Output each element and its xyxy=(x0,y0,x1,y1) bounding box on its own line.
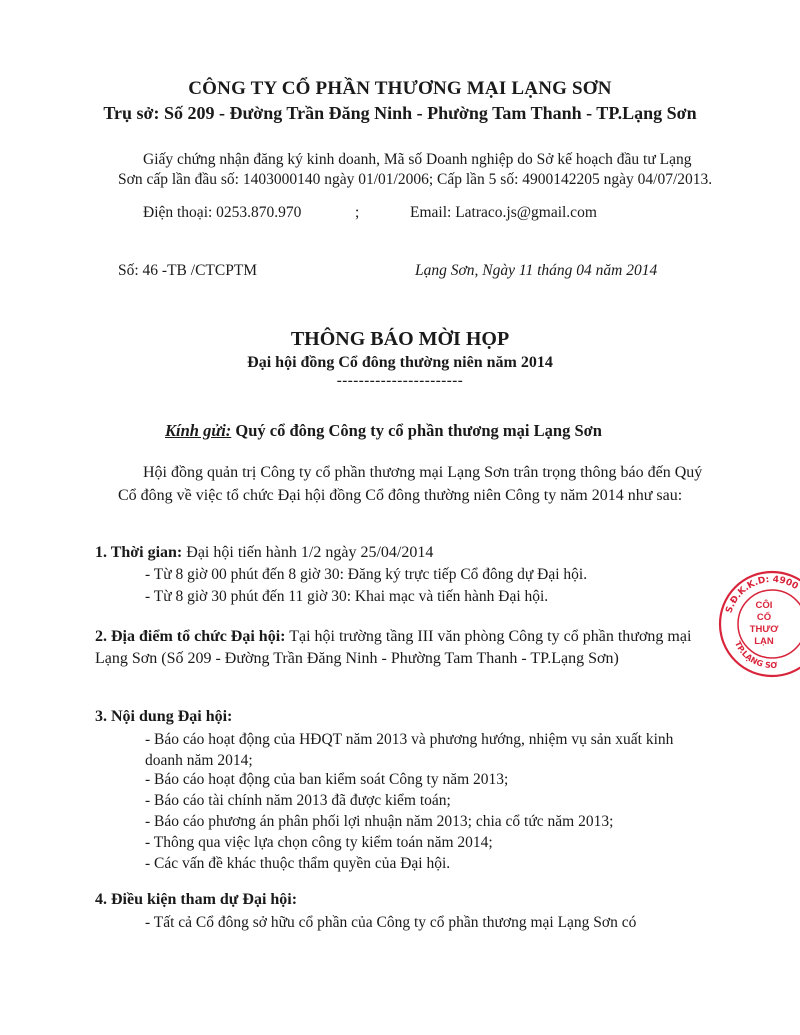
list-item: - Các vấn đề khác thuộc thẩm quyền của Đại hội. xyxy=(145,855,451,872)
section-location-text: Tại hội trường tầng III văn phòng Công ty cổ phần thương mại Lạng Sơn (Số 209 - Đường Trần Đăng Ninh - Phường Tam Thanh - TP.Lạng Sơn) xyxy=(95,628,692,667)
list-item: - Báo cáo tài chính năm 2013 đã được kiểm toán; xyxy=(145,792,451,809)
seal-ring-text: S.Đ.K.K.D: 4900 xyxy=(724,574,800,615)
intro-paragraph: Hội đồng quản trị Công ty cổ phần thương mại Lạng Sơn trân trọng thông báo đến Quý Cổ đông về việc tổ chức Đại hội đồng Cổ đông thường niên Công ty năm 2014 như sau: xyxy=(118,464,703,504)
greeting-label: Kính gửi: xyxy=(165,421,232,440)
section-location-heading: 2. Địa điểm tổ chức Đại hội: xyxy=(95,628,286,645)
seal-ring-text-bottom: TP.LẠNG SƠ xyxy=(732,639,778,671)
company-seal-stamp xyxy=(716,568,800,680)
list-item: - Từ 8 giờ 00 phút đến 8 giờ 30: Đăng ký trực tiếp Cổ đông dự Đại hội. xyxy=(145,566,588,583)
document-title: THÔNG BÁO MỜI HỌP xyxy=(290,328,510,350)
greeting xyxy=(165,421,602,441)
place-date: Lạng Sơn, Ngày 11 tháng 04 năm 2014 xyxy=(415,262,658,279)
list-item: - Báo cáo phương án phân phối lợi nhuận năm 2013; chia cổ tức năm 2013; xyxy=(145,813,614,830)
greeting-recipient: Quý cổ đông Công ty cổ phần thương mại Lạng Sơn xyxy=(231,421,602,440)
email-address: Email: Latraco.js@gmail.com xyxy=(410,204,597,221)
section-location xyxy=(95,626,715,670)
section-time-text: Đại hội tiến hành 1/2 ngày 25/04/2014 xyxy=(182,544,434,561)
section-agenda-heading: 3. Nội dung Đại hội: xyxy=(95,708,233,725)
section-time xyxy=(95,544,433,562)
company-name: CÔNG TY CỔ PHẦN THƯƠNG MẠI LẠNG SƠN xyxy=(188,78,612,99)
list-item: - Thông qua việc lựa chọn công ty kiểm toán năm 2014; xyxy=(145,834,493,851)
seal-center-line: THƯƠ xyxy=(749,624,779,635)
seal-center-line: LẠN xyxy=(754,636,774,647)
list-item: - Từ 8 giờ 30 phút đến 11 giờ 30: Khai mạc và tiến hành Đại hội. xyxy=(145,588,549,605)
section-conditions-heading: 4. Điều kiện tham dự Đại hội: xyxy=(95,891,298,908)
list-item: - Tất cả Cổ đông sở hữu cổ phần của Công ty cổ phần thương mại Lạng Sơn có xyxy=(145,914,637,931)
title-divider: ----------------------- xyxy=(336,373,464,389)
registration-info: Giấy chứng nhận đăng ký kinh doanh, Mã số Doanh nghiệp do Sở kế hoạch đầu tư Lạng Sơn cấp lần đầu số: 1403000140 ngày 01/01/2006; Cấp lần 5 số: 4900142205 ngày 04/07/2013. xyxy=(118,151,713,188)
list-item: - Báo cáo hoạt động của HĐQT năm 2013 và phương hướng, nhiệm vụ sản xuất kinh doanh năm 2014; xyxy=(145,731,674,769)
phone-number: Điện thoại: 0253.870.970 xyxy=(143,204,302,221)
seal-center-line: CÔI xyxy=(755,600,773,611)
contact-separator: ; xyxy=(355,204,360,221)
company-address: Trụ sở: Số 209 - Đường Trần Đăng Ninh - Phường Tam Thanh - TP.Lạng Sơn xyxy=(103,103,697,123)
document-subtitle: Đại hội đồng Cổ đông thường niên năm 2014 xyxy=(247,354,553,371)
list-item: - Báo cáo hoạt động của ban kiểm soát Công ty năm 2013; xyxy=(145,771,509,788)
section-time-heading: 1. Thời gian: xyxy=(95,544,183,561)
document-number: Số: 46 -TB /CTCPTM xyxy=(118,262,258,279)
seal-center-line: CỔ xyxy=(756,612,772,623)
